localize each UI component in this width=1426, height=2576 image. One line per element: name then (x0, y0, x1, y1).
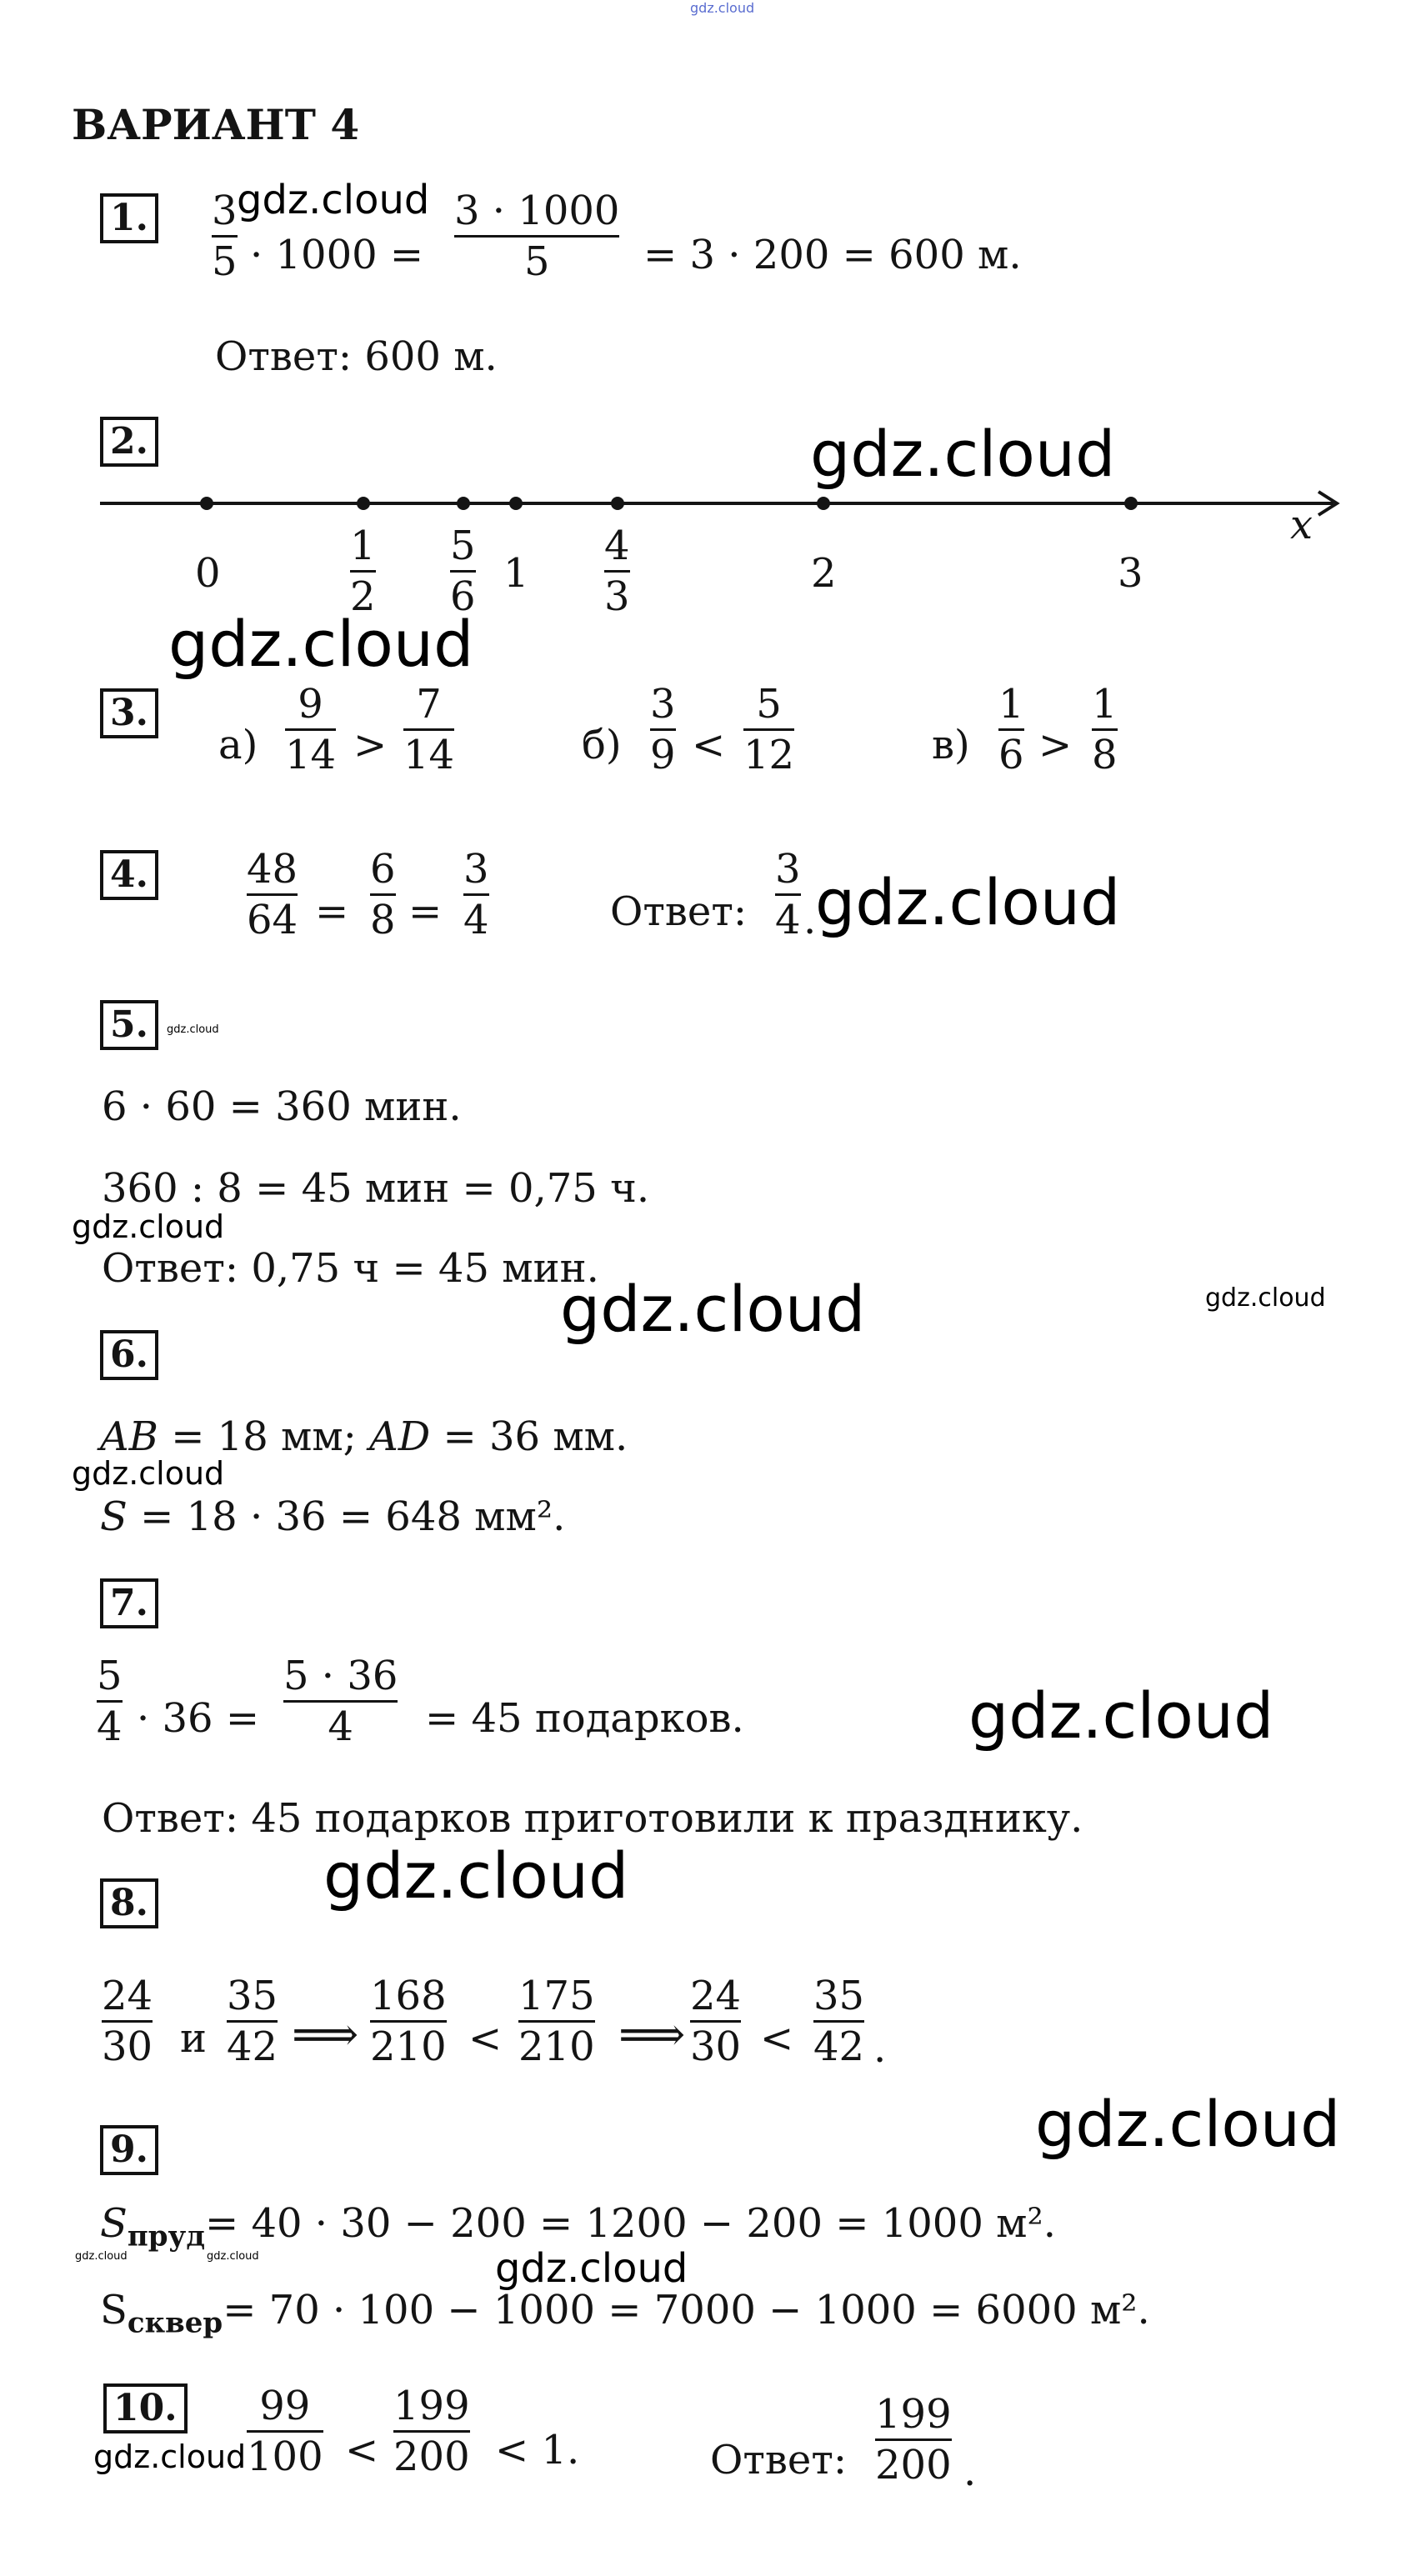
fraction-bar (247, 893, 298, 896)
square-calc: = 70 · 100 − 1000 = 7000 − 1000 = 6000 м². (223, 2287, 1150, 2333)
denominator: 4 (775, 897, 801, 943)
task-3b-label: б) (582, 722, 622, 768)
task-1-number: 1. (100, 193, 158, 243)
watermark: gdz.cloud (815, 865, 1121, 939)
denominator: 9 (650, 732, 676, 778)
denominator: 42 (813, 2023, 865, 2070)
watermark: gdz.cloud (72, 1455, 225, 1492)
task-4-fraction-48-64 (247, 847, 298, 943)
denominator: 200 (875, 2442, 952, 2488)
fraction-bar (813, 2020, 864, 2023)
watermark: gdz.cloud (968, 1678, 1274, 1753)
point-five-sixths (457, 497, 470, 510)
fraction-bar (227, 2020, 278, 2023)
task-10-fraction-199-200 (393, 2383, 470, 2479)
task-3c-label: в) (932, 722, 970, 768)
task-3c-op: > (1038, 722, 1073, 768)
fraction-bar (97, 1700, 123, 1703)
tick-label-2: 2 (811, 550, 837, 597)
task-10-rest: < 1. (495, 2427, 580, 2473)
numerator: 5 (450, 523, 476, 569)
pond-calc: = 40 · 30 − 200 = 1200 − 200 = 1000 м². (204, 2200, 1056, 2247)
task-1-result: = 3 · 200 = 600 м. (643, 232, 1022, 278)
fraction-bar (650, 728, 676, 731)
task-10-dot: . (963, 2448, 977, 2495)
numerator: 175 (518, 1973, 595, 2019)
numerator: 5 (97, 1653, 123, 1699)
watermark: gdz.cloud (167, 1023, 219, 1036)
numerator: 3 · 1000 (454, 188, 620, 234)
s-symbol-2: S (100, 2287, 128, 2333)
task-8-implies-2: ⟹ (618, 2008, 686, 2062)
numerator: 24 (690, 1973, 742, 2019)
watermark: gdz.cloud (207, 2250, 259, 2263)
task-8-fraction-35-42-b (813, 1973, 864, 2069)
numerator: 199 (393, 2383, 470, 2429)
task-7-number: 7. (100, 1578, 158, 1628)
fraction-bar (212, 235, 238, 238)
task-4-answer-label: Ответ: (610, 888, 748, 935)
task-7-result: = 45 подарков. (425, 1695, 744, 1742)
watermark: gdz.cloud (1205, 1283, 1326, 1313)
denominator: 30 (102, 2023, 153, 2070)
point-four-thirds (611, 497, 624, 510)
task-3c-left (998, 682, 1024, 778)
area-calc: = 18 · 36 = 648 мм². (127, 1493, 566, 1540)
task-8-fraction-35-42 (227, 1973, 278, 2069)
task-8-fraction-168-210 (370, 1973, 447, 2069)
task-10-lt: < (345, 2427, 379, 2473)
numerator: 5 (756, 681, 782, 728)
task-4-eq-2: = (408, 888, 443, 935)
tick-label-3: 3 (1118, 550, 1143, 597)
watermark: gdz.cloud (93, 2438, 247, 2475)
denominator: 6 (998, 732, 1024, 778)
denominator: 42 (227, 2023, 278, 2070)
variant-heading: ВАРИАНТ 4 (72, 100, 360, 149)
task-5-line-1: 6 · 60 = 360 мин. (102, 1083, 462, 1130)
denominator: 14 (403, 732, 455, 778)
task-6-line-1 (100, 1413, 628, 1460)
task-2-number: 2. (100, 417, 158, 467)
task-7-multiplier: · 36 = (137, 1695, 260, 1742)
task-3a-op: > (353, 722, 388, 768)
task-9-number: 9. (100, 2125, 158, 2175)
numerator: 1 (350, 523, 376, 569)
numerator: 9 (298, 681, 323, 728)
denominator: 8 (370, 897, 396, 943)
task-3a-label: а) (218, 722, 258, 768)
segment-ad: AD (369, 1413, 431, 1460)
task-3b-op: < (692, 722, 726, 768)
denominator: 6 (450, 573, 476, 620)
task-8-lt: < (468, 2015, 503, 2062)
denominator: 8 (1092, 732, 1118, 778)
watermark: gdz.cloud (1035, 2087, 1341, 2161)
watermark: gdz.cloud (75, 2250, 128, 2263)
task-10-answer-fraction (875, 2392, 952, 2488)
task-10-number: 10. (103, 2383, 188, 2433)
numerator: 3 (650, 681, 676, 728)
point-3 (1124, 497, 1138, 510)
task-8-lt-2: < (760, 2015, 794, 2062)
task-4-answer-fraction (775, 847, 801, 943)
area-symbol: S (100, 1493, 128, 1540)
task-4-number: 4. (100, 850, 158, 900)
fraction-bar (518, 2020, 595, 2023)
denominator: 100 (247, 2433, 323, 2480)
task-6-line-2 (100, 1493, 565, 1540)
point-2 (817, 497, 830, 510)
top-watermark: gdz.cloud (690, 0, 755, 16)
task-3b-left (650, 682, 676, 778)
task-3a-left (285, 682, 336, 778)
square-subscript: сквер (127, 2306, 223, 2340)
denominator: 210 (370, 2023, 447, 2070)
denominator: 4 (328, 1703, 353, 1750)
fraction-bar (463, 893, 489, 896)
s-symbol: S (100, 2200, 128, 2247)
ab-value: = 18 мм; (158, 1413, 370, 1460)
fraction-bar (998, 728, 1024, 731)
segment-ab: AB (100, 1413, 158, 1460)
numerator: 99 (259, 2383, 311, 2429)
numerator: 6 (370, 846, 396, 893)
fraction-bar (454, 235, 619, 238)
point-0 (200, 497, 213, 510)
task-7-answer: Ответ: 45 подарков приготовили к празднику. (102, 1795, 1083, 1842)
task-1-fraction-3-5 (212, 188, 238, 284)
denominator: 14 (285, 732, 337, 778)
numerator: 24 (102, 1973, 153, 2019)
watermark: gdz.cloud (168, 607, 474, 681)
task-1-multiplier: · 1000 = (250, 232, 424, 278)
watermark: gdz.cloud (495, 2245, 688, 2292)
tick-label-four-thirds (604, 523, 630, 619)
fraction-bar (350, 570, 376, 573)
fraction-bar (247, 2430, 323, 2433)
numerator: 168 (370, 1973, 447, 2019)
fraction-bar (743, 728, 794, 731)
watermark: gdz.cloud (560, 1272, 866, 1346)
numerator: 5 · 36 (283, 1653, 398, 1699)
numerator: 3 (212, 188, 238, 234)
watermark: gdz.cloud (323, 1838, 629, 1913)
numerator: 3 (775, 846, 801, 893)
task-1-fraction-3000-5 (454, 188, 619, 284)
task-3a-right (403, 682, 454, 778)
denominator: 3 (604, 573, 630, 620)
fraction-bar (370, 893, 396, 896)
denominator: 4 (97, 1703, 123, 1750)
task-5-number: 5. (100, 1000, 158, 1050)
task-10-fraction-99-100 (247, 2383, 323, 2479)
task-9-line-2 (100, 2287, 1150, 2347)
numerator: 3 (463, 846, 489, 893)
tick-label-0: 0 (195, 550, 221, 597)
task-8-fraction-175-210 (518, 1973, 595, 2069)
task-7-fraction-180-4 (283, 1653, 398, 1749)
point-1 (509, 497, 523, 510)
task-4-eq-1: = (315, 888, 349, 935)
task-8-fraction-24-30-b (690, 1973, 741, 2069)
fraction-bar (1092, 728, 1118, 731)
fraction-bar (285, 728, 336, 731)
task-3c-right (1092, 682, 1118, 778)
fraction-bar (604, 570, 630, 573)
fraction-bar (283, 1700, 398, 1703)
numerator: 4 (604, 523, 630, 569)
task-8-implies-1: ⟹ (292, 2008, 359, 2062)
fraction-bar (102, 2020, 153, 2023)
task-8-and: и (180, 2015, 207, 2062)
task-10-answer-label: Ответ: (710, 2437, 848, 2483)
numerator: 35 (227, 1973, 278, 2019)
denominator: 4 (463, 897, 489, 943)
task-8-dot: . (873, 2025, 887, 2072)
watermark: gdz.cloud (237, 177, 430, 223)
point-half (357, 497, 370, 510)
fraction-bar (403, 728, 454, 731)
numerator: 199 (875, 2391, 952, 2438)
tick-label-five-sixths (450, 523, 476, 619)
numerator: 35 (813, 1973, 865, 2019)
watermark: gdz.cloud (72, 1208, 225, 1245)
axis-label-x: x (1290, 502, 1313, 548)
task-1-answer: Ответ: 600 м. (215, 333, 498, 380)
denominator: 2 (350, 573, 376, 620)
task-4-fraction-3-4 (463, 847, 489, 943)
task-7-fraction-5-4 (97, 1653, 123, 1749)
fraction-bar (875, 2438, 952, 2441)
task-3-number: 3. (100, 688, 158, 738)
task-6-number: 6. (100, 1330, 158, 1380)
ad-value: = 36 мм. (430, 1413, 628, 1460)
fraction-bar (690, 2020, 741, 2023)
pond-subscript: пруд (127, 2219, 205, 2253)
fraction-bar (775, 893, 801, 896)
watermark: gdz.cloud (810, 417, 1116, 491)
task-8-number: 8. (100, 1878, 158, 1928)
denominator: 64 (247, 897, 298, 943)
numerator: 48 (247, 846, 298, 893)
denominator: 5 (523, 238, 550, 285)
fraction-bar (370, 2020, 447, 2023)
fraction-bar (450, 570, 476, 573)
denominator: 5 (212, 238, 238, 285)
numerator: 1 (998, 681, 1024, 728)
denominator: 210 (518, 2023, 595, 2070)
task-4-fraction-6-8 (370, 847, 396, 943)
tick-label-1: 1 (503, 550, 529, 597)
tick-label-half (350, 523, 376, 619)
denominator: 200 (393, 2433, 470, 2480)
task-3b-right (743, 682, 794, 778)
fraction-bar (393, 2430, 470, 2433)
task-5-line-3: Ответ: 0,75 ч = 45 мин. (102, 1245, 599, 1292)
denominator: 12 (743, 732, 795, 778)
task-8-fraction-24-30 (102, 1973, 153, 2069)
task-4-dot: . (803, 897, 817, 943)
numerator: 7 (416, 681, 442, 728)
task-5-line-2: 360 : 8 = 45 мин = 0,75 ч. (102, 1165, 650, 1212)
denominator: 30 (690, 2023, 742, 2070)
numerator: 1 (1092, 681, 1118, 728)
